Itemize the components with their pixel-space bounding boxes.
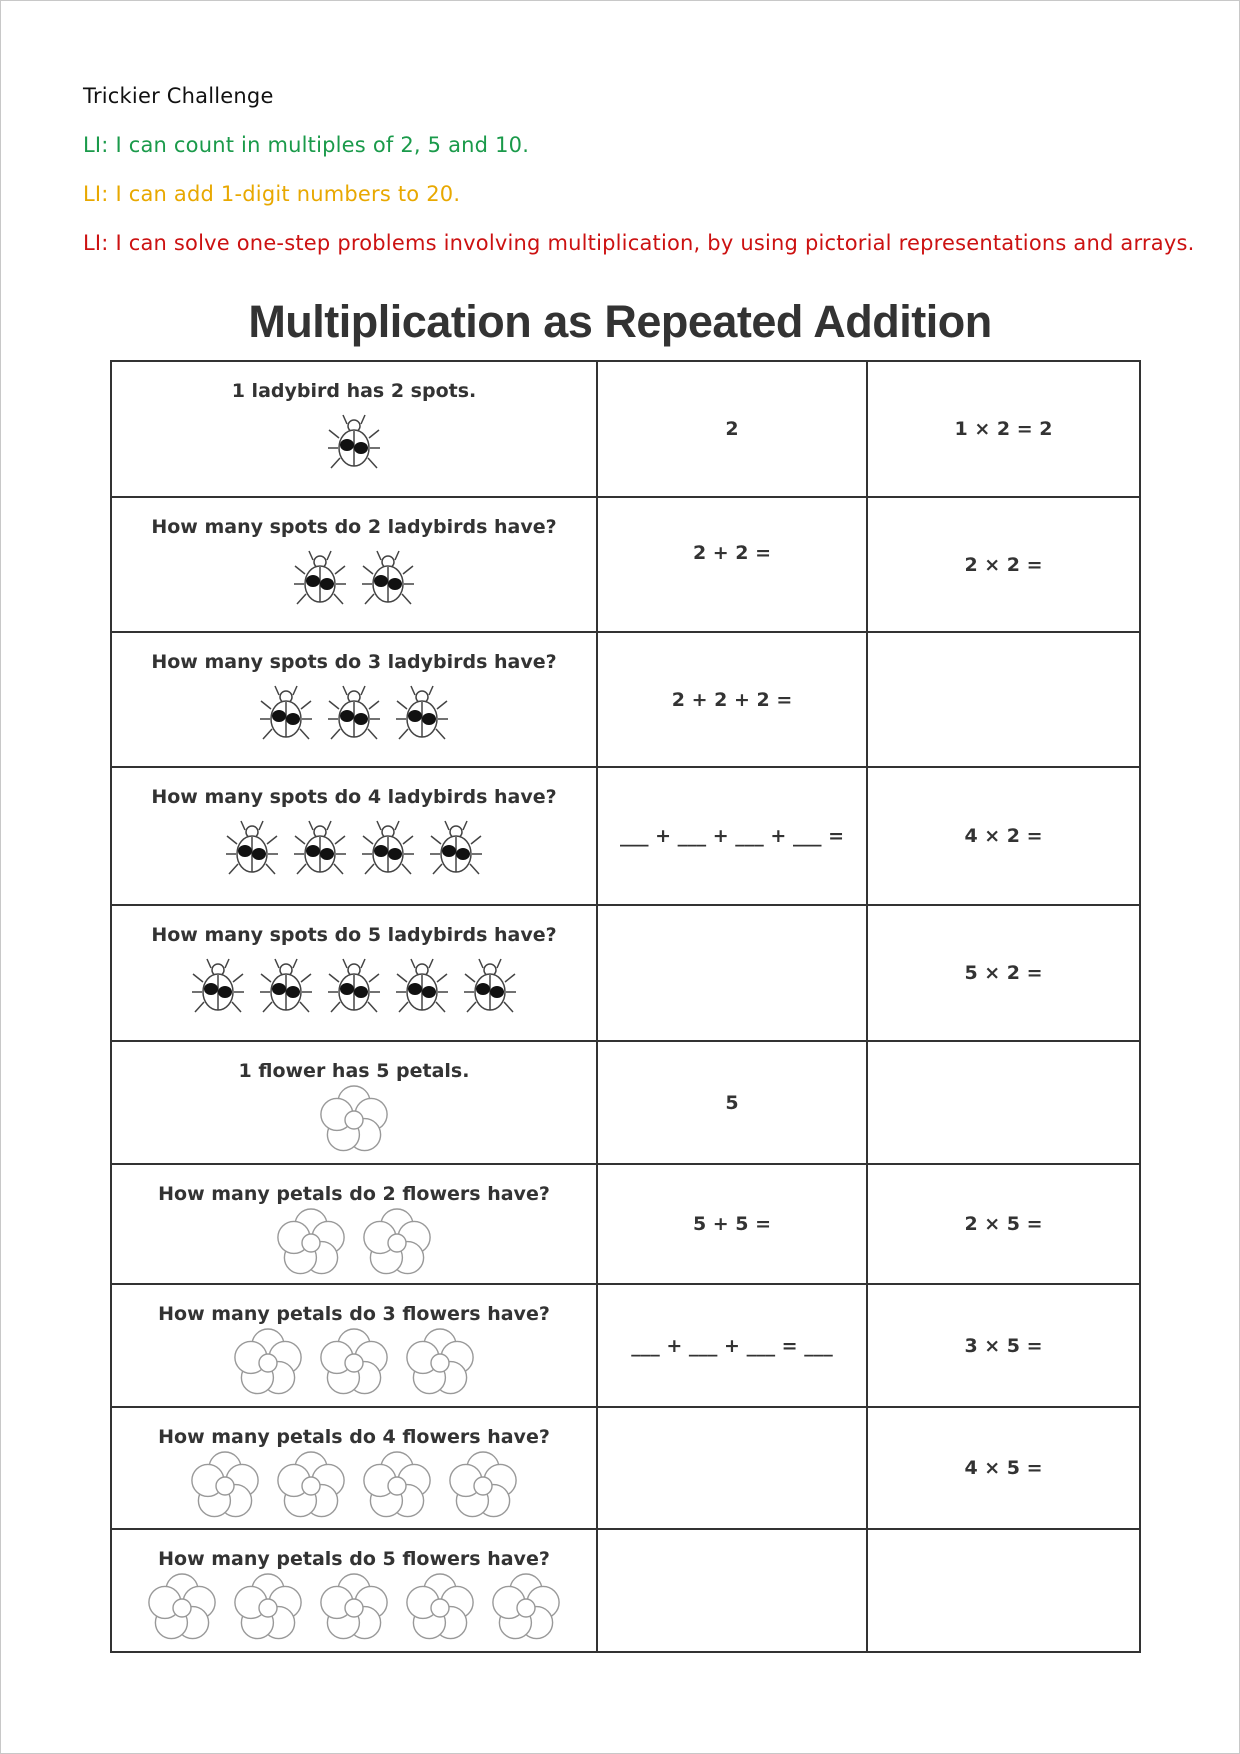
table-row <box>111 632 1140 767</box>
multiplication-cell[interactable] <box>867 1529 1140 1652</box>
picture-group <box>112 1205 596 1281</box>
ladybird-icon <box>252 704 320 723</box>
table-row <box>111 905 1140 1041</box>
ladybird-icon <box>286 839 354 858</box>
ladybird-icon <box>456 977 524 996</box>
flower-icon <box>311 1598 397 1617</box>
table-row <box>111 1164 1140 1284</box>
ladybird-icon <box>422 839 490 858</box>
addition-cell[interactable] <box>597 1041 867 1164</box>
question-text: How many petals do 3 flowers have? <box>158 1303 550 1325</box>
addition-text: 5 + 5 = <box>692 1213 772 1235</box>
ladybird-icon <box>354 569 422 588</box>
table-row <box>111 1529 1140 1652</box>
addition-text: ___ + ___ + ___ + ___ = <box>620 825 844 847</box>
table-row <box>111 767 1140 905</box>
picture-group <box>112 956 596 1018</box>
addition-cell[interactable] <box>597 1284 867 1407</box>
question-cell <box>111 767 597 905</box>
question-cell <box>111 1529 597 1652</box>
learning-intention-green: LI: I can count in multiples of 2, 5 and 10. <box>83 133 530 157</box>
addition-cell[interactable] <box>597 905 867 1041</box>
ladybird-icon <box>218 839 286 858</box>
flower-icon <box>311 1110 397 1129</box>
picture-group <box>112 1325 596 1401</box>
ladybird-icon <box>320 433 388 452</box>
ladybird-icon <box>354 839 422 858</box>
question-text: How many petals do 5 flowers have? <box>158 1548 550 1570</box>
question-cell <box>111 1041 597 1164</box>
multiplication-cell[interactable] <box>867 1407 1140 1529</box>
addition-cell[interactable] <box>597 361 867 497</box>
multiplication-cell[interactable] <box>867 1041 1140 1164</box>
multiplication-cell[interactable] <box>867 1284 1140 1407</box>
challenge-heading: Trickier Challenge <box>83 84 274 108</box>
question-text: How many spots do 5 ladybirds have? <box>151 924 557 946</box>
addition-text: 2 + 2 + 2 = <box>671 688 793 711</box>
flower-icon <box>225 1353 311 1372</box>
ladybird-icon <box>320 977 388 996</box>
question-cell <box>111 1284 597 1407</box>
ladybird-icon <box>320 704 388 723</box>
multiplication-text: 3 × 5 = <box>964 1334 1043 1357</box>
flower-icon <box>225 1598 311 1617</box>
ladybird-icon <box>184 977 252 996</box>
question-cell <box>111 497 597 632</box>
addition-cell[interactable] <box>597 1407 867 1529</box>
question-text: How many spots do 4 ladybirds have? <box>151 786 557 808</box>
learning-intention-orange: LI: I can add 1-digit numbers to 20. <box>83 182 461 206</box>
multiplication-text: 4 × 5 = <box>964 1457 1043 1479</box>
ladybird-icon <box>388 704 456 723</box>
ladybird-icon <box>252 977 320 996</box>
multiplication-cell[interactable] <box>867 905 1140 1041</box>
question-cell <box>111 905 597 1041</box>
picture-group <box>112 412 596 474</box>
table-row <box>111 361 1140 497</box>
flower-icon <box>268 1476 354 1495</box>
addition-cell[interactable] <box>597 497 867 632</box>
flower-icon <box>139 1598 225 1617</box>
flower-icon <box>483 1598 569 1617</box>
addition-cell[interactable] <box>597 632 867 767</box>
flower-icon <box>311 1353 397 1372</box>
addition-text: ___ + ___ + ___ = ___ <box>631 1334 833 1357</box>
multiplication-text: 4 × 2 = <box>964 825 1043 847</box>
worksheet-table <box>110 360 1141 1653</box>
question-text: How many petals do 4 flowers have? <box>158 1426 550 1448</box>
addition-cell[interactable] <box>597 1529 867 1652</box>
multiplication-cell[interactable] <box>867 1164 1140 1284</box>
flower-icon <box>182 1476 268 1495</box>
table-row <box>111 1407 1140 1529</box>
multiplication-text: 5 × 2 = <box>964 962 1043 984</box>
learning-intention-red: LI: I can solve one-step problems involving multiplication, by using pictorial representations and arrays. <box>83 231 1195 255</box>
flower-icon <box>354 1233 440 1252</box>
multiplication-cell[interactable] <box>867 497 1140 632</box>
picture-group <box>112 683 596 745</box>
addition-text: 2 <box>725 418 739 440</box>
multiplication-text: 1 × 2 = 2 <box>954 418 1053 440</box>
ladybird-icon <box>286 569 354 588</box>
picture-group <box>112 1570 596 1646</box>
ladybird-icon <box>388 977 456 996</box>
multiplication-text: 2 × 2 = <box>964 553 1043 576</box>
table-row <box>111 1041 1140 1164</box>
flower-icon <box>268 1233 354 1252</box>
question-cell <box>111 632 597 767</box>
table-row <box>111 497 1140 632</box>
question-cell <box>111 361 597 497</box>
picture-group <box>112 1082 596 1158</box>
question-cell <box>111 1164 597 1284</box>
question-text: How many petals do 2 flowers have? <box>158 1183 550 1205</box>
question-text: How many spots do 2 ladybirds have? <box>151 516 557 538</box>
question-text: 1 ladybird has 2 spots. <box>231 380 477 402</box>
multiplication-cell[interactable] <box>867 361 1140 497</box>
addition-cell[interactable] <box>597 767 867 905</box>
flower-icon <box>354 1476 440 1495</box>
flower-icon <box>440 1476 526 1495</box>
question-text: How many spots do 3 ladybirds have? <box>151 651 557 673</box>
multiplication-cell[interactable] <box>867 632 1140 767</box>
picture-group <box>112 548 596 610</box>
multiplication-cell[interactable] <box>867 767 1140 905</box>
picture-group <box>112 1448 596 1524</box>
worksheet-title: Multiplication as Repeated Addition <box>248 296 992 347</box>
table-row <box>111 1284 1140 1407</box>
addition-text: 5 <box>725 1091 739 1114</box>
flower-icon <box>397 1598 483 1617</box>
question-cell <box>111 1407 597 1529</box>
flower-icon <box>397 1353 483 1372</box>
question-text: 1 flower has 5 petals. <box>238 1060 470 1082</box>
addition-text: 2 + 2 = <box>692 542 772 564</box>
addition-cell[interactable] <box>597 1164 867 1284</box>
multiplication-text: 2 × 5 = <box>964 1213 1043 1235</box>
picture-group <box>112 818 596 880</box>
